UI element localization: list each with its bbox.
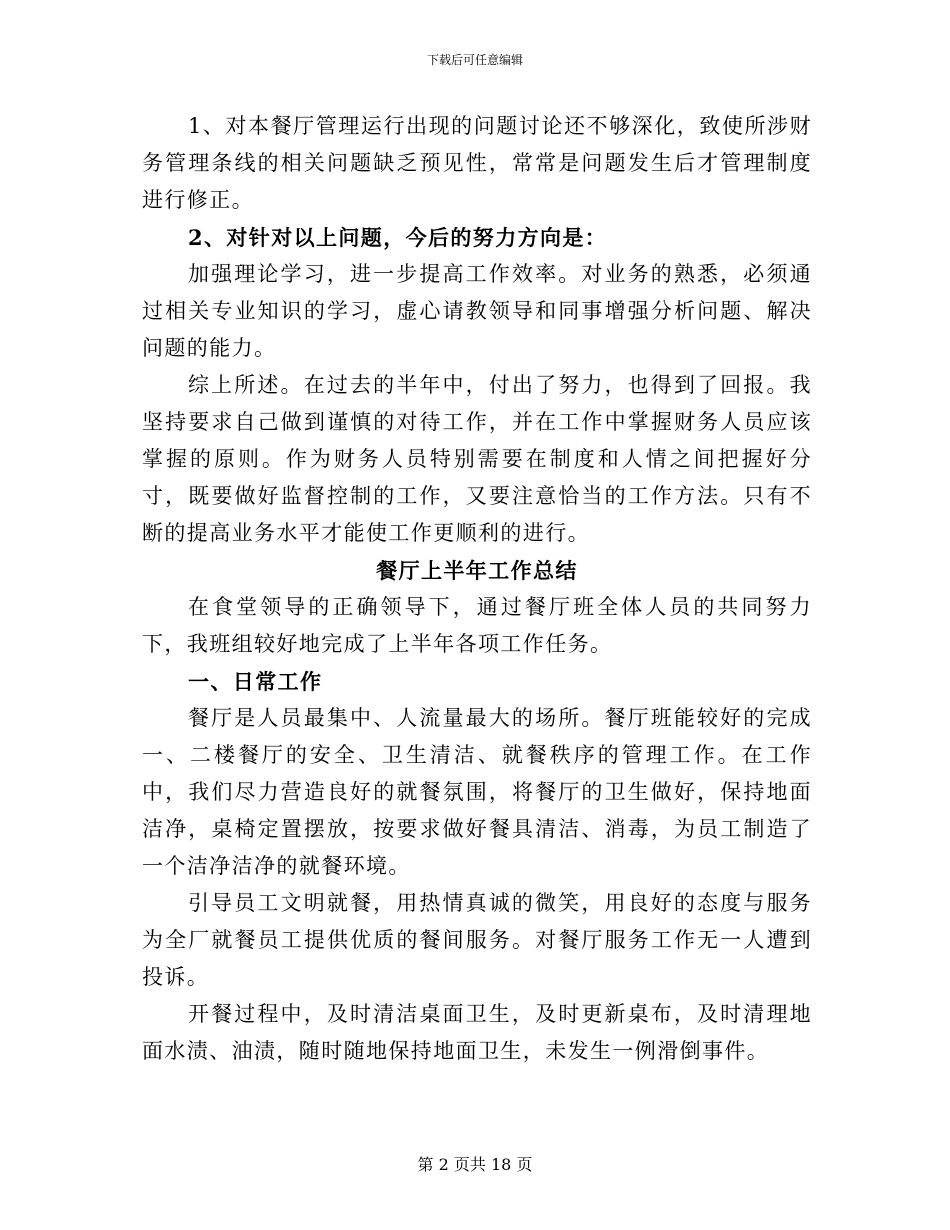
paragraph-dining-guidance: 引导员工文明就餐，用热情真诚的微笑，用良好的态度与服务为全厂就餐员工提供优质的餐间服务。对餐厅服务工作无一人遭到投诉。 bbox=[142, 891, 812, 989]
paragraph-issue-2-heading: 2、对针对以上问题，今后的努力方向是： bbox=[188, 225, 608, 250]
paragraph-issue-1: 1、对本餐厅管理运行出现的问题讨论还不够深化，致使所涉财务管理条线的相关问题缺乏预见性，常常是问题发生后才管理制度进行修正。 bbox=[142, 114, 812, 212]
paragraph-summary: 综上所述。在过去的半年中，付出了努力，也得到了回报。我坚持要求自己做到谨慎的对待工作，并在工作中掌握财务人员应该掌握的原则。作为财务人员特别需要在制度和人情之间把握好分寸，既要做好监督控制的工作，又要注意恰当的工作方法。只有不断的提高业务水平才能使工作更顺利的进行。 bbox=[142, 373, 812, 545]
section-title: 餐厅上半年工作总结 bbox=[376, 558, 578, 583]
paragraph-cleaning: 开餐过程中，及时清洁桌面卫生，及时更新桌布，及时清理地面水渍、油渍，随时随地保持地面卫生，未发生一例滑倒事件。 bbox=[142, 1002, 812, 1063]
paragraph-intro: 在食堂领导的正确领导下，通过餐厅班全体人员的共同努力下，我班组较好地完成了上半年各项工作任务。 bbox=[142, 595, 812, 656]
header-note: 下载后可任意编辑 bbox=[426, 53, 523, 67]
page-number: 第 2 页共 18 页 bbox=[417, 1155, 533, 1174]
paragraph-improvement: 加强理论学习，进一步提高工作效率。对业务的熟悉，必须通过相关专业知识的学习，虚心请教领导和同事增强分析问题、解决问题的能力。 bbox=[142, 262, 812, 360]
paragraph-daily-work: 餐厅是人员最集中、人流量最大的场所。餐厅班能较好的完成一、二楼餐厅的安全、卫生清洁、就餐秩序的管理工作。在工作中，我们尽力营造良好的就餐氛围，将餐厅的卫生做好，保持地面洁净，桌椅定置摆放，按要求做好餐具清洁、消毒，为员工制造了一个洁净洁净的就餐环境。 bbox=[142, 706, 812, 878]
document-body bbox=[142, 108, 812, 1070]
subheading-daily-work: 一、日常工作 bbox=[188, 669, 323, 694]
